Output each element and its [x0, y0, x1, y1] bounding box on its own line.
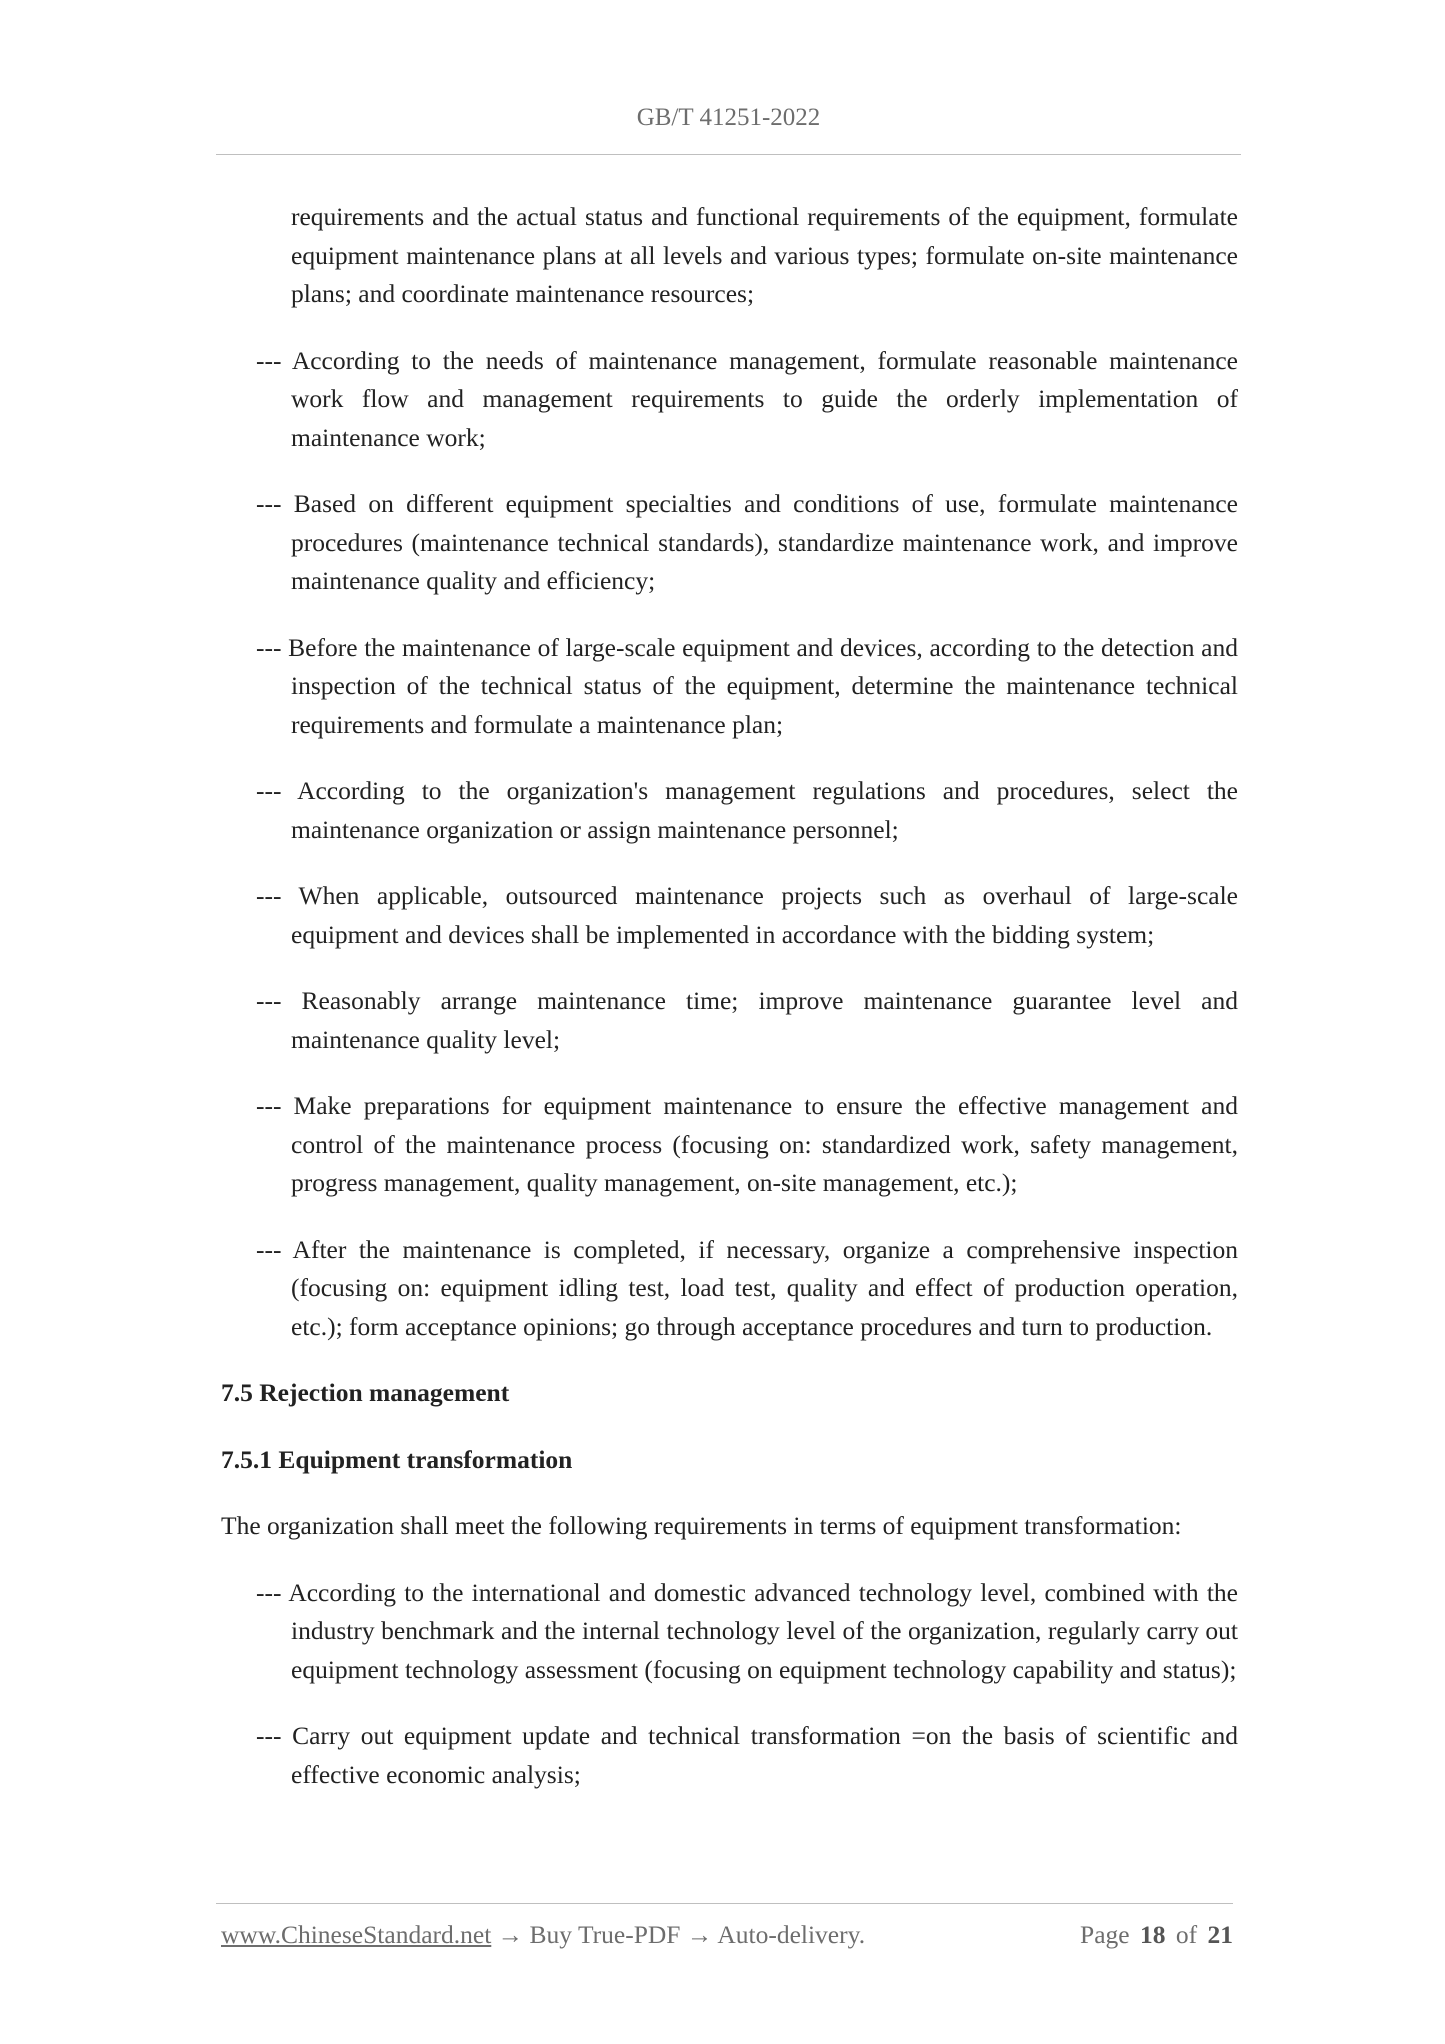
- list-item: --- Carry out equipment update and technical transformation =on the basis of scientific and effective economic analysis;: [256, 1721, 1238, 1789]
- list-item: --- Reasonably arrange maintenance time; improve maintenance guarantee level and maintenance quality level;: [256, 986, 1238, 1054]
- delivery-text: Auto-delivery.: [717, 1920, 866, 1949]
- document-body: [221, 198, 1238, 1822]
- current-page-number: 18: [1140, 1920, 1166, 1949]
- list-item: --- Make preparations for equipment maintenance to ensure the effective management and control of the maintenance process (focusing on: standardized work, safety management, progress management, quality management, on-site management, etc.);: [256, 1091, 1238, 1197]
- page-label: Page: [1080, 1920, 1130, 1949]
- list-item: --- According to the needs of maintenance management, formulate reasonable maintenance work flow and management requirements to guide the orderly implementation of maintenance work;: [256, 345, 1238, 452]
- arrow-right-icon: →: [497, 1920, 524, 1949]
- footer-promo: [221, 1920, 865, 1950]
- site-link[interactable]: www.ChineseStandard.net: [221, 1920, 492, 1949]
- lead-paragraph: The organization shall meet the following requirements in terms of equipment transformation:: [221, 1511, 1182, 1540]
- list-item: --- After the maintenance is completed, if necessary, organize a comprehensive inspection (focusing on: equipment idling test, load test, quality and effect of production operation, etc.); form acceptance opinions; go through acceptance procedures and turn to production.: [256, 1234, 1238, 1341]
- section-heading: 7.5 Rejection management: [221, 1378, 510, 1407]
- arrow-right-icon: →: [686, 1920, 713, 1949]
- continuation-paragraph: requirements and the actual status and functional requirements of the equipment, formulate equipment maintenance plans at all levels and various types; formulate on-site maintenance plans; and coordinate maintenance resources;: [291, 202, 1238, 308]
- list-item: --- When applicable, outsourced maintenance projects such as overhaul of large-scale equipment and devices shall be implemented in accordance with the bidding system;: [256, 881, 1238, 949]
- buy-text: Buy True-PDF: [529, 1920, 681, 1949]
- total-pages-number: 21: [1207, 1920, 1233, 1949]
- list-item: --- According to the organization's management regulations and procedures, select the maintenance organization or assign maintenance personnel;: [256, 776, 1238, 844]
- page-indicator: [1080, 1920, 1233, 1950]
- footer-divider: [216, 1903, 1233, 1904]
- list-item: --- Based on different equipment specialties and conditions of use, formulate maintenance procedures (maintenance technical standards), standardize maintenance work, and improve maintenance quality and efficiency;: [256, 489, 1238, 595]
- header-divider: [216, 154, 1241, 155]
- list-item: --- Before the maintenance of large-scale equipment and devices, according to the detection and inspection of the technical status of the equipment, determine the maintenance technical requirements and formulate a maintenance plan;: [256, 632, 1238, 739]
- document-code-header: GB/T 41251-2022: [636, 104, 821, 131]
- of-label: of: [1175, 1920, 1198, 1949]
- subsection-heading: 7.5.1 Equipment transformation: [221, 1444, 573, 1474]
- list-item: --- According to the international and domestic advanced technology level, combined with the industry benchmark and the internal technology level of the organization, regularly carry out equipment technology assessment (focusing on equipment technology capability and status);: [256, 1577, 1238, 1684]
